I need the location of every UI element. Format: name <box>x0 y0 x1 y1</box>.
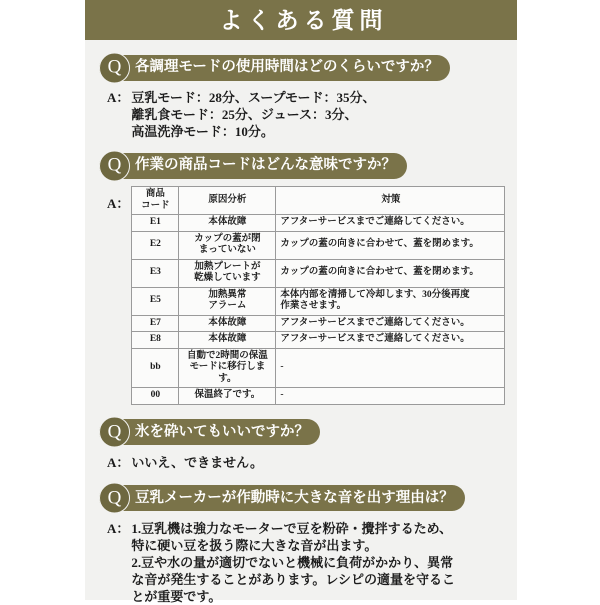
cell-cause-line: 加熱プレートが <box>194 261 261 272</box>
cell-action-line: アフターサービスまでご連絡してください。 <box>280 334 470 344</box>
answer-line: 高温洗浄モード：10分。 <box>131 124 274 139</box>
answer-row-1 <box>107 89 507 140</box>
answer-body-4 <box>131 520 507 605</box>
faq-content-panel <box>85 40 517 604</box>
cell-cause-line: 本体故障 <box>208 217 247 227</box>
error-code-table <box>131 186 505 405</box>
table-row <box>132 332 505 349</box>
question-badge-icon-4 <box>99 483 130 514</box>
cell-code: 00 <box>132 388 179 405</box>
answer-label-3: A： <box>107 454 130 470</box>
table-row <box>132 259 505 287</box>
faq-item-3 <box>85 405 517 471</box>
cell-action <box>276 287 505 315</box>
question-text-2: 作業の商品コードはどんな意味ですか？ <box>135 157 396 174</box>
cell-code: E7 <box>132 315 179 332</box>
cell-action <box>276 348 505 388</box>
cell-action-line: 本体内部を清掃して冷却します、30分後再度 <box>280 289 470 300</box>
cell-cause-line: 自動で2時間の保温 <box>187 350 268 361</box>
question-pill-3 <box>99 419 320 445</box>
question-text-1: 各調理モードの使用時間はどのくらいですか？ <box>135 59 439 76</box>
cell-code: E8 <box>132 332 179 349</box>
cell-cause <box>179 332 276 349</box>
answer-line: とが重要です。 <box>131 588 222 604</box>
answer-line: 特に硬い豆を扱う際に大きな音が出ます。 <box>131 537 378 553</box>
answer-line: な音が発生することがあります。レシピの適量を守るこ <box>131 571 456 587</box>
cell-cause-line: アラーム <box>208 301 247 311</box>
cell-cause <box>179 231 276 259</box>
question-badge-letter-4: Q <box>107 487 122 508</box>
cell-cause <box>179 259 276 287</box>
cell-code: E2 <box>132 231 179 259</box>
answer-line: 2.豆や水の量が適切でないと機械に負荷がかかり、異常 <box>131 554 454 570</box>
faq-item-4 <box>85 471 517 605</box>
answer-body-1 <box>131 89 507 140</box>
question-pill-2 <box>99 153 407 179</box>
question-row-2 <box>99 150 517 181</box>
cell-action <box>276 231 505 259</box>
faq-item-2 <box>85 140 517 405</box>
cell-code: E5 <box>132 287 179 315</box>
table-row <box>132 287 505 315</box>
table-row <box>132 388 505 405</box>
cell-action <box>276 388 505 405</box>
cell-cause-line: モードに移行します。 <box>189 362 266 384</box>
table-header-code <box>132 187 179 215</box>
question-row-3 <box>99 417 517 448</box>
cell-cause <box>179 287 276 315</box>
cell-action <box>276 215 505 232</box>
cell-action-line: カップの蓋の向きに合わせて、蓋を閉めます。 <box>280 267 479 278</box>
question-row-4 <box>99 483 517 514</box>
table-header-row <box>132 187 505 215</box>
page-header-band <box>85 0 517 40</box>
question-row-1 <box>99 52 517 83</box>
cell-cause <box>179 215 276 232</box>
cell-cause-line: まっていない <box>198 245 256 255</box>
cell-cause-line: 乾燥しています <box>194 273 261 283</box>
table-row <box>132 315 505 332</box>
cell-action-line: - <box>280 390 284 400</box>
question-badge-icon-1 <box>99 52 130 83</box>
question-badge-letter-2: Q <box>107 154 122 176</box>
question-badge-letter-3: Q <box>107 421 122 442</box>
cell-action-line: アフターサービスまでご連絡してください。 <box>280 217 470 227</box>
table-header-cause: 原因分析 <box>179 187 276 215</box>
cell-action <box>276 259 505 287</box>
answer-row-3 <box>107 454 507 471</box>
cell-cause-line: 本体故障 <box>208 334 247 344</box>
question-pill-4 <box>99 485 465 511</box>
question-badge-letter-1: Q <box>107 56 122 78</box>
answer-label-4: A： <box>107 520 130 536</box>
cell-cause-line: 保温終了です。 <box>194 390 261 400</box>
cell-action-line: アフターサービスまでご連絡してください。 <box>280 317 470 328</box>
table-row <box>132 215 505 232</box>
answer-line: 1.豆乳機は強力なモーターで豆を粉砕・攪拌するため、 <box>131 520 453 536</box>
answer-line: いいえ、できません。 <box>131 454 263 470</box>
answer-label-1: A： <box>107 90 130 105</box>
answer-line: 離乳食モード：25分、ジュース：3分、 <box>131 107 358 122</box>
table-row <box>132 231 505 259</box>
cell-action-line: カップの蓋の向きに合わせて、蓋を閉めます。 <box>280 239 479 250</box>
table-header-code-line: 商品 <box>145 189 165 199</box>
table-row <box>132 348 505 388</box>
table-header-action: 対策 <box>276 187 505 215</box>
cell-code: E1 <box>132 215 179 232</box>
cell-action <box>276 315 505 332</box>
answer-row-2 <box>107 186 517 405</box>
cell-cause <box>179 388 276 405</box>
cell-action <box>276 332 505 349</box>
table-header-code-line: コード <box>141 200 170 211</box>
question-text-4: 豆乳メーカーが作動時に大きな音を出す理由は？ <box>135 489 454 506</box>
answer-line: 豆乳モード：28分、スープモード：35分、 <box>131 90 376 105</box>
cell-code: E3 <box>132 259 179 287</box>
cell-cause-line: カップの蓋が閉 <box>194 233 261 244</box>
cell-cause <box>179 348 276 388</box>
cell-cause <box>179 315 276 332</box>
cell-action-line: - <box>280 362 284 372</box>
question-text-3: 氷を砕いてもいいですか？ <box>135 423 309 440</box>
cell-code: bb <box>132 348 179 388</box>
faq-item-1 <box>85 40 517 140</box>
question-badge-icon-2 <box>99 150 130 181</box>
answer-body-3 <box>131 454 507 471</box>
page-title: よくある質問 <box>219 7 388 33</box>
answer-label-2: A： <box>107 196 130 211</box>
cell-cause-line: 本体故障 <box>208 317 247 328</box>
answer-row-4 <box>107 520 507 605</box>
question-badge-icon-3 <box>99 417 130 448</box>
cell-cause-line: 加熱異常 <box>208 289 247 300</box>
question-pill-1 <box>99 55 450 81</box>
cell-action-line: 作業させます。 <box>280 301 347 311</box>
